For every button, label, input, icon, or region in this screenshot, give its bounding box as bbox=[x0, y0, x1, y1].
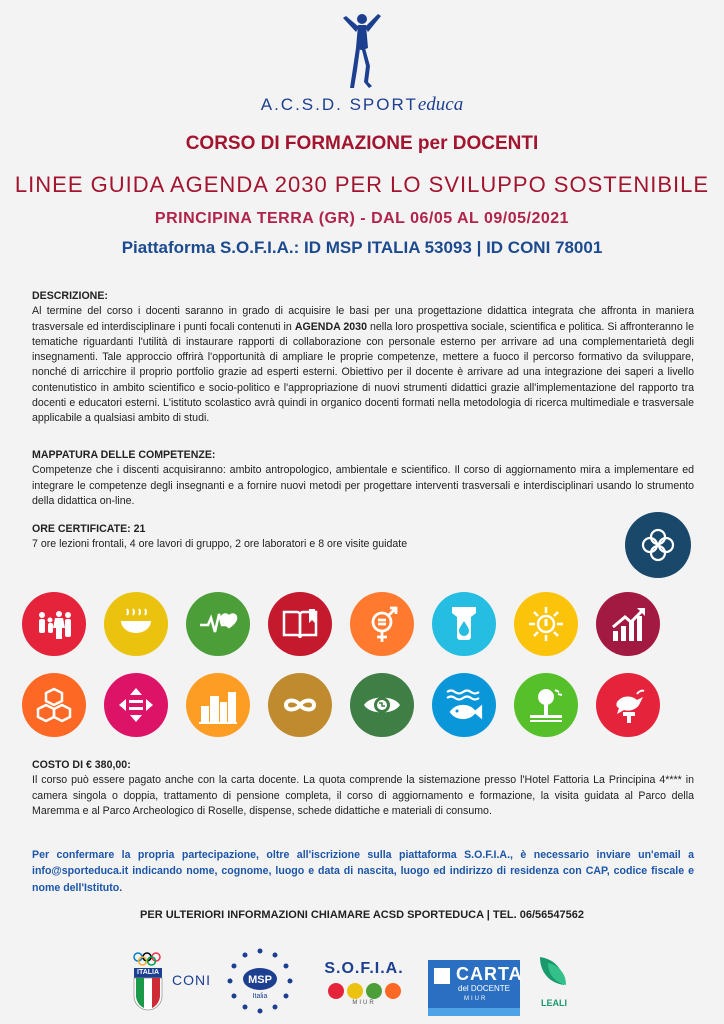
life-below-water-icon bbox=[432, 673, 496, 737]
ore-text: 7 ore lezioni frontali, 4 ore lavori di gruppo, 2 ore laboratori e 8 ore visite guidate bbox=[32, 538, 408, 551]
brand-suffix: educa bbox=[417, 94, 464, 115]
conferma-text-before: Per confermare la propria partecipazione, oltre all'iscrizione sulla piattaforma S.O.F.I.A., è necessario inviare un'email a bbox=[32, 849, 694, 861]
miur-label: MIUR bbox=[352, 1000, 376, 1006]
miur-dot-icon bbox=[328, 983, 344, 999]
carta-stripe bbox=[428, 1008, 520, 1016]
svg-text:MSP: MSP bbox=[248, 974, 272, 986]
footer-info: PER ULTERIORI INFORMAZIONI CHIAMARE ACSD SPORTEDUCA | TEL. 06/56547562 bbox=[140, 909, 584, 921]
ore-section bbox=[32, 522, 592, 553]
mappatura-text: Competenze che i discenti acquisiranno: ambito antropologico, ambientale e scientifico. Il corso di aggiornamento mira a implementare ed integrare le competenze degli insegnanti e a fornire nuovi metodi per progettare interventi trasversali e interdisciplinari usando lo strumento della didattica on-line. bbox=[32, 464, 694, 507]
hunger-icon bbox=[104, 592, 168, 656]
sustainable-cities-icon bbox=[186, 673, 250, 737]
peace-justice-icon bbox=[596, 673, 660, 737]
clean-water-icon bbox=[432, 592, 496, 656]
miur-dot-icon bbox=[366, 983, 382, 999]
carta-label: CARTA bbox=[456, 964, 523, 984]
climate-action-icon bbox=[350, 673, 414, 737]
miur-badge bbox=[316, 983, 412, 999]
email-link[interactable]: info@sporteduca.it bbox=[32, 865, 129, 878]
miur-dot-icon bbox=[347, 983, 363, 999]
conferma-section bbox=[32, 847, 694, 896]
coni-logo bbox=[128, 950, 210, 1021]
location-dates: PRINCIPINA TERRA (GR) - DAL 06/05 AL 09/05/2021 bbox=[154, 210, 570, 227]
industry-icon bbox=[22, 673, 86, 737]
conferma-text-after: indicando nome, cognome, luogo e data di nascita, luogo ed indirizzo di residenza con CAP, codice fiscale e nome dell'Istituto. bbox=[32, 865, 694, 894]
gender-equality-icon bbox=[350, 592, 414, 656]
leali-logo bbox=[534, 953, 574, 1008]
ore-title: ORE CERTIFICATE: 21 bbox=[32, 523, 146, 535]
descrizione-title: DESCRIZIONE: bbox=[32, 290, 108, 302]
runner-icon bbox=[332, 10, 392, 92]
del-docente-label: del DOCENTE bbox=[458, 984, 511, 993]
costo-text: Il corso può essere pagato anche con la carta docente. La quota comprende la sistemazione presso l'Hotel Fattoria La Principina 4**** in camera singola o doppia, trattamento di pensione completa, il corso di aggiornamento e formazione, la visita guidata al Parco della Maremma e al Parco Archeologico di Roselle, dispense, schede didattiche e materiali di consumo. bbox=[32, 774, 694, 817]
life-on-land-icon bbox=[514, 673, 578, 737]
costo-title: COSTO DI € 380,00: bbox=[32, 759, 131, 771]
economic-growth-icon bbox=[596, 592, 660, 656]
health-icon bbox=[186, 592, 250, 656]
descrizione-text-before: Al termine del corso i docenti saranno in grado di acquisire le basi per una progettazione didattica integrata che affronta in maniera trasversale ed interdisciplinare i punti focali contenuti in bbox=[32, 305, 694, 333]
course-type: CORSO DI FORMAZIONE per DOCENTI bbox=[185, 133, 539, 154]
responsible-consumption-icon bbox=[268, 673, 332, 737]
descrizione-text-after: nella loro prospettiva sociale, scientifica e politica. Si affronteranno le tematiche riguardanti l'utilità di instaurare rapporti di collaborazione con personale esterno per arrivare ad una complementarietà degli insegnamenti. Tale approccio offrirà l'opportunità di ampliare le proprie competenze, mettere a fuoco il percorso formativo da sviluppare, nonché di arricchire il proprio portfolio grazie ad esperti esterni. Obiettivo per il docente è arrivare ad una integrazione dei saperi a livello contenutistico in ambito scientifico e socio-politico e l'appropriazione di nuovi strumenti didattici grazie all'implementazione del rapporto tra docenti e educatori esterni. L'istituto scolastico avrà quindi in organico docenti formati nella metodologia di ricerca multimediale e trasversale applicabile a qualsiasi ambito di studi. bbox=[32, 320, 694, 425]
mappatura-section bbox=[32, 448, 694, 509]
msp-italia-label: Italia bbox=[252, 993, 268, 1000]
brand-prefix: A.C.S.D. SPORT bbox=[260, 95, 418, 114]
miur-dot-icon bbox=[385, 983, 401, 999]
poverty-icon bbox=[22, 592, 86, 656]
sporteduca-logo bbox=[0, 10, 724, 116]
descrizione-highlight: AGENDA 2030 bbox=[294, 320, 367, 333]
sofia-logo bbox=[316, 960, 412, 1006]
clean-energy-icon bbox=[514, 592, 578, 656]
qr-code-icon bbox=[434, 968, 450, 984]
descrizione-section bbox=[32, 289, 694, 427]
leaf-icon bbox=[534, 953, 574, 993]
partnerships-icon bbox=[625, 512, 691, 578]
msp-logo bbox=[224, 945, 296, 1022]
costo-section bbox=[32, 758, 694, 819]
leali-label: LEALI bbox=[541, 998, 567, 1008]
education-icon bbox=[268, 592, 332, 656]
platform-ids: Piattaforma S.O.F.I.A.: ID MSP ITALIA 53093 | ID CONI 78001 bbox=[121, 238, 603, 257]
course-title: LINEE GUIDA AGENDA 2030 PER LO SVILUPPO SOSTENIBILE bbox=[14, 172, 710, 197]
coni-italia-label: ITALIA bbox=[137, 969, 160, 976]
carta-docente-logo bbox=[428, 960, 523, 1016]
carta-miur-label: MIUR bbox=[464, 996, 488, 1002]
mappatura-title: MAPPATURA DELLE COMPETENZE: bbox=[32, 449, 216, 461]
reduced-inequalities-icon bbox=[104, 673, 168, 737]
sofia-label: S.O.F.I.A. bbox=[324, 960, 404, 977]
coni-label: CONI bbox=[172, 972, 211, 988]
